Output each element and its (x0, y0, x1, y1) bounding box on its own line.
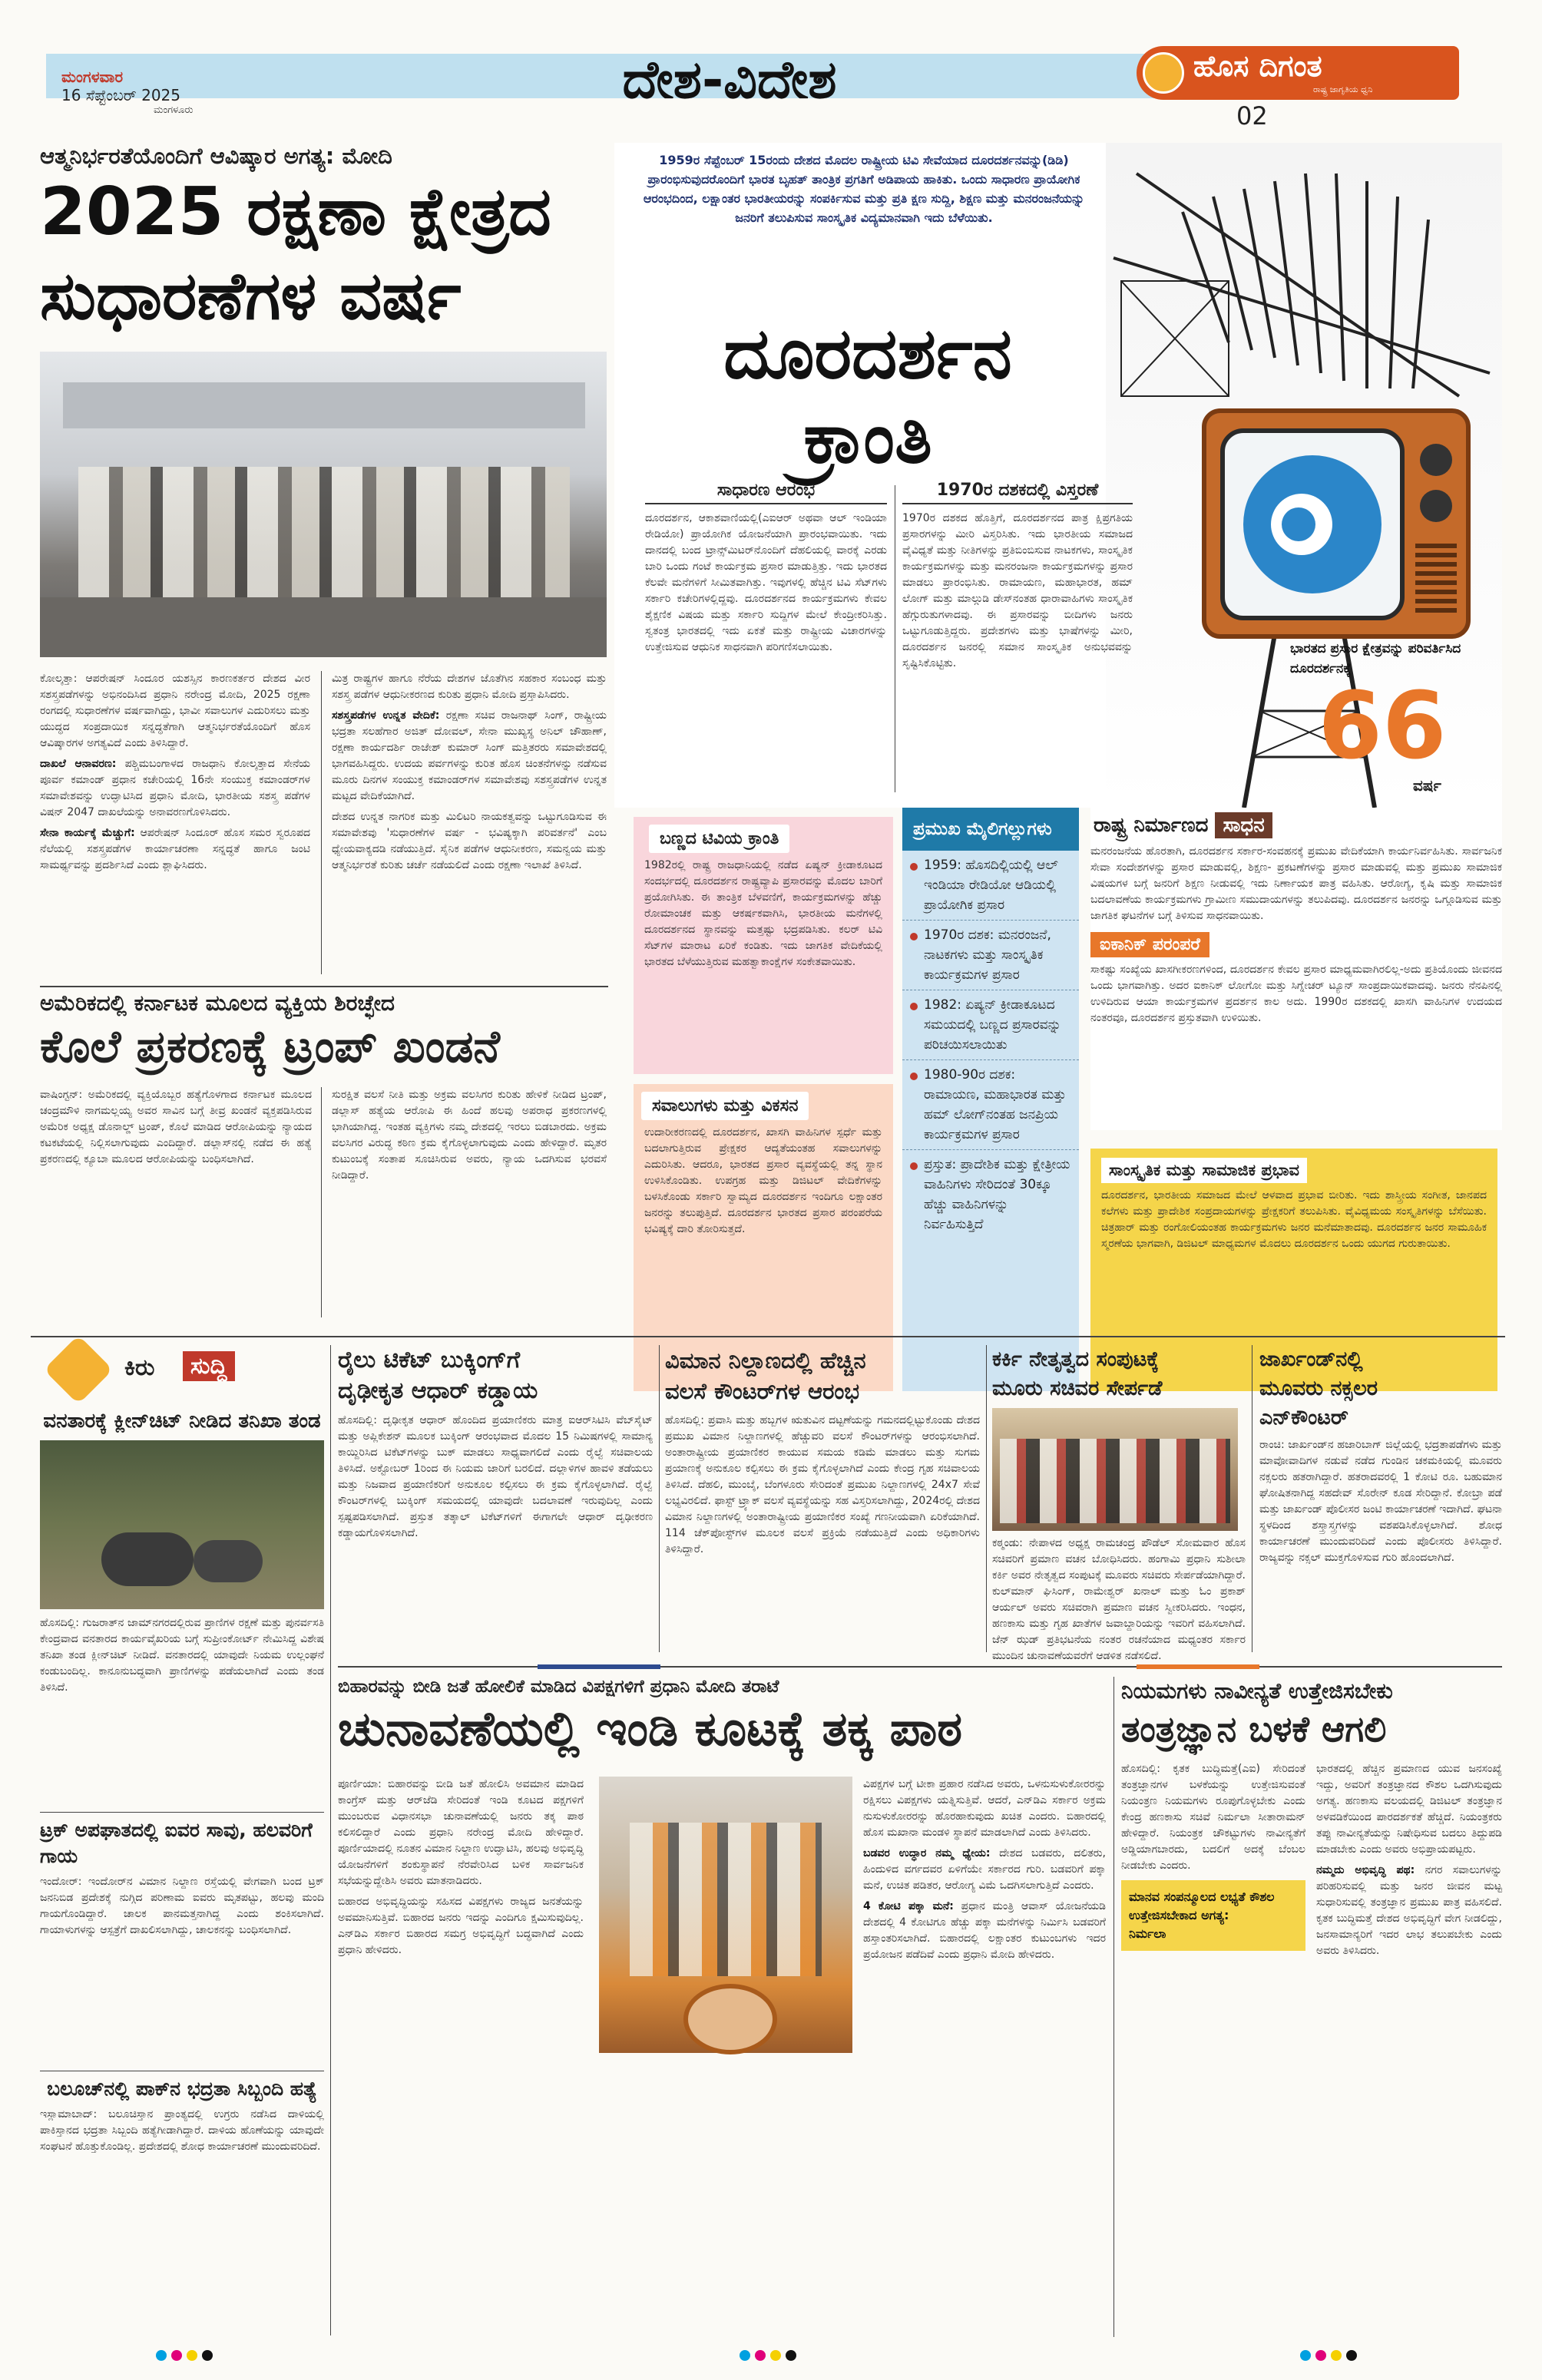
trump-kicker: ಅಮೆರಿಕದಲ್ಲಿ ಕರ್ನಾಟಕ ಮೂಲದ ವ್ಯಕ್ತಿಯ ಶಿರಚ್ಛೇದ (40, 990, 395, 1016)
dd-title-line1: ದೂರದರ್ಶನ (723, 312, 1012, 395)
election-sub-1: ಬಡವರ ಉದ್ಧಾರ ನಮ್ಮ ಧ್ಯೇಯ: (863, 1847, 991, 1859)
milestone-item-3: 1982: ಏಷ್ಯನ್ ಕ್ರೀಡಾಕೂಟದ ಸಮಯದಲ್ಲಿ ಬಣ್ಣದ ಪ್ರಸಾರವನ್ನು ಪರಿಚಯಿಸಲಾಯಿತು (902, 990, 1079, 1060)
milestone-item-4: 1980-90ರ ದಶಕ: ರಾಮಾಯಣ, ಮಹಾಭಾರತ ಮತ್ತು ಹಮ್ ಲೋಗ್‌ನಂತಹ ಜನಪ್ರಿಯ ಕಾರ್ಯಕ್ರಮಗಳ ಪ್ರಸಾರ (902, 1060, 1079, 1150)
dd-stat-caption: ಭಾರತದ ಪ್ರಸಾರ ಕ್ಷೇತ್ರವನ್ನು ಪರಿವರ್ತಿಸಿದ ದೂರದರ್ಶನಕ್ಕೆ (1290, 641, 1461, 676)
milestone-item-2: 1970ರ ದಶಕ: ಮನರಂಜನೆ, ನಾಟಕಗಳು ಮತ್ತು ಸಾಂಸ್ಕೃತಿಕ ಕಾರ್ಯಕ್ರಮಗಳ ಪ್ರಸಾರ (902, 921, 1079, 990)
election-body-5: ಪ್ರಧಾನ ಮಂತ್ರಿ ಆವಾಸ್ ಯೋಜನೆಯಡಿ ದೇಶದಲ್ಲಿ 4 ಕೋಟಿಗೂ ಹೆಚ್ಚು ಪಕ್ಕಾ ಮನೆಗಳನ್ನು ನಿರ್ಮಿಸಿ ಬಡವರಿಗೆ ಹಸ್ತಾಂತರಿಸಲಾಗಿದೆ. ಬಿಹಾರದಲ್ಲಿ ಲಕ್ಷಾಂತರ ಕುಟುಂಬಗಳು ಇದರ ಪ್ರಯೋಜನ ಪಡೆದಿವೆ ಎಂದು ಪ್ರಧಾನಿ ಮೋದಿ ಹೇಳಿದರು. (863, 1900, 1107, 1961)
challenges-body: ಉದಾರೀಕರಣದಲ್ಲಿ ದೂರದರ್ಶನ, ಖಾಸಗಿ ವಾಹಿನಿಗಳ ಸ್ಪರ್ಧೆ ಮತ್ತು ಬದಲಾಗುತ್ತಿರುವ ಪ್ರೇಕ್ಷಕರ ಆದ್ಯತೆಯಂತಹ ಸವಾಲುಗಳನ್ನು ಎದುರಿಸಿತು. ಆದರೂ, ಭಾರತದ ಪ್ರಸಾರ ವ್ಯವಸ್ಥೆಯಲ್ಲಿ ತನ್ನ ಸ್ಥಾನ ಉಳಿಸಿಕೊಂಡಿತು. ಉಪಗ್ರಹ ಮತ್ತು ಡಿಜಿಟಲ್ ವೇದಿಕೆಗಳನ್ನು ಬಳಸಿಕೊಂಡು ಸರ್ಕಾರಿ ಸ್ವಾಮ್ಯದ ದೂರದರ್ಶನ ಇಂದಿಗೂ ಲಕ್ಷಾಂತರ ಜನರನ್ನು ತಲುಪುತ್ತಿದೆ. ದೂರದರ್ಶನ ಭಾರತದ ಪ್ರಸಾರ ಪರಂಪರೆಯ ಭವಿಷ್ಯಕ್ಕೆ ದಾರಿ ತೋರಿಸುತ್ತದೆ. (644, 1126, 882, 1235)
milestones-box (902, 808, 1079, 1391)
tech-story (1121, 1677, 1502, 2337)
tv-screen (1220, 428, 1405, 620)
lead-headline-line2: ಸುಧಾರಣೆಗಳ ವರ್ಷ (40, 258, 462, 335)
dd-logo-icon (1225, 433, 1400, 616)
tech-body-2: ಭಾರತದಲ್ಲಿ ಹೆಚ್ಚಿನ ಪ್ರಮಾಣದ ಯುವ ಜನಸಂಖ್ಯೆ ಇದ್ದು, ಅವರಿಗೆ ತಂತ್ರಜ್ಞಾನದ ಕೌಶಲ ಒದಗಿಸುವುದು ಅಗತ್ಯ. ಹಣಕಾಸು ವಲಯದಲ್ಲಿ ಡಿಜಿಟಲ್ ತಂತ್ರಜ್ಞಾನ ಅಳವಡಿಕೆಯಿಂದ ಪಾರದರ್ಶಕತೆ ಹೆಚ್ಚಿದೆ. ನಿಯಂತ್ರಕರು ತಪ್ಪು ನಾವೀನ್ಯತೆಯನ್ನು ನಿಷೇಧಿಸುವ ಬದಲು ತಿದ್ದುಪಡಿ ಮಾಡಬೇಕು ಎಂದು ಅವರು ಅಭಿಪ್ರಾಯಪಟ್ಟರು. (1316, 1763, 1502, 1856)
election-body-4: ದೇಶದ ಬಡವರು, ದಲಿತರು, ಹಿಂದುಳಿದ ವರ್ಗದವರ ಏಳಿಗೆಯೇ ಸರ್ಕಾರದ ಗುರಿ. ಬಡವರಿಗೆ ಪಕ್ಕಾ ಮನೆ, ಉಚಿತ ಪಡಿತರ, ಆರೋಗ್ಯ ವಿಮೆ ಒದಗಿಸಲಾಗುತ್ತಿದೆ ಎಂದರು. (863, 1847, 1106, 1892)
jharkhand-body: ರಾಂಚಿ: ಜಾರ್ಖಂಡ್‌ನ ಹಜಾರಿಬಾಗ್ ಜಿಲ್ಲೆಯಲ್ಲಿ ಭದ್ರತಾಪಡೆಗಳು ಮತ್ತು ಮಾವೋವಾದಿಗಳ ನಡುವೆ ನಡೆದ ಗುಂಡಿನ ಚಕಮಕಿಯಲ್ಲಿ ಮೂವರು ನಕ್ಸಲರು ಹತರಾಗಿದ್ದಾರೆ. ಹತರಾದವರಲ್ಲಿ 1 ಕೋಟಿ ರೂ. ಬಹುಮಾನ ಘೋಷಿತನಾಗಿದ್ದ ಸಹದೇವ್ ಸೊರೇನ್ ಕೂಡ ಸೇರಿದ್ದಾನೆ. ಕೋಬ್ರಾ ಪಡೆ ಮತ್ತು ಜಾರ್ಖಂಡ್ ಪೊಲೀಸರ ಜಂಟಿ ಕಾರ್ಯಾಚರಣೆ ಇದಾಗಿದೆ. ಘಟನಾ ಸ್ಥಳದಿಂದ ಶಸ್ತ್ರಾಸ್ತ್ರಗಳನ್ನು ವಶಪಡಿಸಿಕೊಳ್ಳಲಾಗಿದೆ. ಶೋಧ ಕಾರ್ಯಾಚರಣೆ ಮುಂದುವರಿದಿದೆ ಎಂದು ಪೊಲೀಸರು ತಿಳಿಸಿದ್ದಾರೆ. ರಾಜ್ಯವನ್ನು ನಕ್ಸಲ್ ಮುಕ್ತಗೊಳಿಸುವ ಗುರಿ ಹೊಂದಲಾಗಿದೆ. (1259, 1439, 1502, 1564)
lead-column-left (40, 671, 310, 978)
airport-story (665, 1345, 980, 1652)
election-body-3: ವಿಪಕ್ಷಗಳ ಬಗ್ಗೆ ಟೀಕಾ ಪ್ರಹಾರ ನಡೆಸಿದ ಅವರು, ಒಳನುಸುಳುಕೋರರನ್ನು ರಕ್ಷಿಸಲು ವಿಪಕ್ಷಗಳು ಯತ್ನಿಸುತ್ತಿವೆ. ಆದರೆ, ಎನ್‌ಡಿಎ ಸರ್ಕಾರ ಅಕ್ರಮ ನುಸುಳುಕೋರರನ್ನು ಹೊರಹಾಕುವುದು ಖಚಿತ ಎಂದರು. ಬಿಹಾರದಲ್ಲಿ ಹೊಸ ಮಖಾನಾ ಮಂಡಳಿ ಸ್ಥಾಪನೆ ಮಾಡಲಾಗಿದೆ ಎಂದು ತಿಳಿಸಿದರು. (863, 1778, 1106, 1839)
airport-body: ಹೊಸದಿಲ್ಲಿ: ಪ್ರವಾಸಿ ಮತ್ತು ಹಬ್ಬಗಳ ಋತುವಿನ ದಟ್ಟಣೆಯನ್ನು ಗಮನದಲ್ಲಿಟ್ಟುಕೊಂಡು ದೇಶದ ಪ್ರಮುಖ ವಿಮಾನ ನಿಲ್ದಾಣಗಳಲ್ಲಿ ಹೆಚ್ಚುವರಿ ವಲಸೆ ಕೌಂಟರ್‌ಗಳನ್ನು ಆರಂಭಿಸಲಾಗಿದೆ. ಅಂತಾರಾಷ್ಟ್ರೀಯ ಪ್ರಯಾಣಿಕರ ಕಾಯುವ ಸಮಯ ಕಡಿಮೆ ಮಾಡಲು ಮತ್ತು ಸುಗಮ ಪ್ರಯಾಣಕ್ಕೆ ಅನುಕೂಲ ಕಲ್ಪಿಸಲು ಈ ಕ್ರಮ ಕೈಗೊಳ್ಳಲಾಗಿದೆ ಎಂದು ಕೇಂದ್ರ ಗೃಹ ಸಚಿವಾಲಯ ತಿಳಿಸಿದೆ. ದೆಹಲಿ, ಮುಂಬೈ, ಬೆಂಗಳೂರು ಸೇರಿದಂತೆ ಪ್ರಮುಖ ನಿಲ್ದಾಣಗಳಲ್ಲಿ 24x7 ಸೇವೆ ಲಭ್ಯವಿರಲಿದೆ. ಫಾಸ್ಟ್ ಟ್ರ್ಯಾಕ್ ವಲಸೆ ವ್ಯವಸ್ಥೆಯನ್ನು ಸಹ ವಿಸ್ತರಿಸಲಾಗಿದ್ದು, 2024ರಲ್ಲಿ ದೇಶದ ವಿಮಾನ ನಿಲ್ದಾಣಗಳಲ್ಲಿ ಅಂತಾರಾಷ್ಟ್ರೀಯ ಪ್ರಯಾಣಿಕರ ಸಂಖ್ಯೆ ಗಣನೀಯವಾಗಿ ಏರಿಕೆಯಾಗಿದೆ. 114 ಚೆಕ್‌ಪೋಸ್ಟ್‌ಗಳ ಮೂಲಕ ವಲಸೆ ಪ್ರಕ್ರಿಯೆ ನಡೆಯುತ್ತಿದೆ ಎಂದು ಅಧಿಕಾರಿಗಳು ತಿಳಿಸಿದ್ದಾರೆ. (665, 1414, 980, 1555)
kiru-s2-title: ಟ್ರಕ್ ಅಪಘಾತದಲ್ಲಿ ಐವರ ಸಾವು, ಹಲವರಿಗೆ ಗಾಯ (40, 1819, 313, 1867)
modi-rally-photo (599, 1777, 852, 2053)
color-tv-box (634, 817, 893, 1074)
airport-title-1: ವಿಮಾನ ನಿಲ್ದಾಣದಲ್ಲಿ ಹೆಚ್ಚಿನ (665, 1347, 866, 1373)
election-story (338, 1677, 1106, 2337)
rail-title-2: ದೃಢೀಕೃತ ಆಧಾರ್ ಕಡ್ಡಾಯ (338, 1377, 538, 1404)
lead-body-1: ಕೋಲ್ಕತ್ತಾ: ಆಪರೇಷನ್ ಸಿಂದೂರ ಯಶಸ್ಸಿನ ಕಾರಣಕರ್ತರ ದೇಶದ ವೀರ ಸಶಸ್ತ್ರಪಡೆಗಳನ್ನು ಅಭಿನಂದಿಸಿದ ಪ್ರಧಾನಿ ನರೇಂದ್ರ ಮೋದಿ, 2025 ರಕ್ಷಣಾ ರಂಗದಲ್ಲಿ ಸುಧಾರಣೆಗಳ ವರ್ಷವಾಗಿದ್ದು, ಭಾವೀ ಸವಾಲುಗಳ ಎದುರಿಸಲು ಮತ್ತು ಯುದ್ಧದ ಸಂಪ್ರದಾಯಿಕ ಸನ್ನದ್ಧತೆಗಾಗಿ ಆತ್ಮನಿರ್ಭರತೆಯೊಂದಿಗೆ ಹೊಸ ಆವಿಷ್ಕಾರಗಳ ಅಗತ್ಯವಿದೆ ಎಂದು ತಿಳಿಸಿದ್ದಾರೆ. (40, 673, 310, 749)
lead-sub-1: ದಾಖಲೆ ಆನಾವರಣ: (40, 758, 117, 770)
dd-stat-unit: ವರ್ಷ (1413, 776, 1441, 795)
jharkhand-story (1259, 1345, 1502, 1652)
kiru-s3-title: ಬಲೂಚ್‌ನಲ್ಲಿ ಪಾಕ್‌ನ ಭದ್ರತಾ ಸಿಬ್ಬಂದಿ ಹತ್ಯೆ (47, 2078, 317, 2100)
tech-highlight-box (1121, 1880, 1305, 1951)
tv-speaker (1415, 544, 1457, 613)
logo-text: ಹೊಸ ದಿಗಂತ (1193, 49, 1322, 83)
color-tv-body: 1982ರಲ್ಲಿ ರಾಷ್ಟ್ರ ರಾಜಧಾನಿಯಲ್ಲಿ ನಡೆದ ಏಷ್ಯನ್ ಕ್ರೀಡಾಕೂಟದ ಸಂದರ್ಭದಲ್ಲಿ ದೂರದರ್ಶನ ರಾಷ್ಟ್ರವ್ಯಾಪಿ ಪ್ರಸಾರವನ್ನು ಮೊದಲ ಬಾರಿಗೆ ಪ್ರಯೋಗಿಸಿತು. ಈ ತಾಂತ್ರಿಕ ಬೆಳವಣಿಗೆ, ಕಾರ್ಯಕ್ರಮಗಳನ್ನು ಹೆಚ್ಚು ರೋಮಾಂಚಕ ಮತ್ತು ಆಕರ್ಷಕವಾಗಿಸಿ, ಭಾರತೀಯ ಮನೆಗಳಲ್ಲಿ ದೂರದರ್ಶನದ ಸ್ಥಾನವನ್ನು ಮತ್ತಷ್ಟು ಭದ್ರಪಡಿಸಿತು. ಕಲರ್ ಟಿವಿ ಸೆಟ್‌ಗಳ ಮಾರಾಟ ಏರಿಕೆ ಕಂಡಿತು. ಇದು ಜಾಗತಿಕ ವೇದಿಕೆಯಲ್ಲಿ ಭಾರತದ ಬೆಳೆಯುತ್ತಿರುವ ಮಹತ್ವಾಕಾಂಕ್ಷೆಗಳ ಸಂಕೇತವಾಯಿತು. (644, 859, 882, 968)
trump-story (40, 990, 607, 1328)
logo-emblem-icon (1143, 52, 1184, 94)
tv-set-illustration (1202, 408, 1471, 639)
logo-tagline: ರಾಷ್ಟ್ರ ಜಾಗೃತಿಯ ಧ್ವನಿ (1313, 84, 1373, 94)
section-title: ದೇಶ-ವಿದೇಶ (622, 50, 837, 111)
nation-title-a: ರಾಷ್ಟ್ರ ನಿರ್ಮಾಣದ (1094, 814, 1209, 837)
election-col-1 (338, 1777, 584, 2329)
nation-title-b: ಸಾಧನ (1215, 812, 1272, 838)
tech-col-1 (1121, 1761, 1305, 2329)
lead-body-6: ದೇಶದ ಉನ್ನತ ನಾಗರಿಕ ಮತ್ತು ಮಿಲಿಟರಿ ನಾಯಕತ್ವವನ್ನು ಒಟ್ಟುಗೂಡಿಸುವ ಈ ಸಮಾವೇಶವು 'ಸುಧಾರಣೆಗಳ ವರ್ಷ - ಭವಿಷ್ಯಕ್ಕಾಗಿ ಪರಿವರ್ತನೆ' ಎಂಬ ಧ್ಯೇಯವಾಕ್ಯದಡಿ ನಡೆಯುತ್ತಿದೆ. ಸೈನಿಕ ಪಡೆಗಳ ಆಧುನೀಕರಣ, ಸಮನ್ವಯ ಮತ್ತು ಆತ್ಮನಿರ್ಭರತೆ ಕುರಿತು ಚರ್ಚೆ ನಡೆಯಲಿದೆ ಎಂದು ರಕ್ಷಣಾ ಇಲಾಖೆ ತಿಳಿಸಿದೆ. (332, 811, 607, 871)
lead-kicker: ಆತ್ಮನಿರ್ಭರತೆಯೊಂದಿಗೆ ಆವಿಷ್ಕಾರ ಅಗತ್ಯ: ಮೋದಿ (40, 143, 392, 169)
tech-highlight-a: ಮಾನವ ಸಂಪನ್ಮೂಲದ ಲಭ್ಯತೆ ಕೌಶಲ (1129, 1889, 1275, 1904)
election-sub-2: 4 ಕೋಟಿ ಪಕ್ಕಾ ಮನೆ: (863, 1900, 954, 1912)
kiru-label-b: ಸುದ್ದಿ (183, 1351, 235, 1381)
nepal-body: ಕಠ್ಮಂಡು: ನೇಪಾಳದ ಅಧ್ಯಕ್ಷ ರಾಮಚಂದ್ರ ಪೌಡೆಲ್ ಸೋಮವಾರ ಹೊಸ ಸಚಿವರಿಗೆ ಪ್ರಮಾಣ ವಚನ ಬೋಧಿಸಿದರು. ಹಂಗಾಮಿ ಪ್ರಧಾನಿ ಸುಶೀಲಾ ಕರ್ಕಿ ಅವರ ನೇತೃತ್ವದ ಸಂಪುಟಕ್ಕೆ ಮೂವರು ಸಚಿವರು ಸೇರ್ಪಡೆಯಾಗಿದ್ದಾರೆ. ಕುಲ್‌ಮಾನ್ ಘಿಸಿಂಗ್, ರಾಮೇಶ್ವರ್ ಖನಾಲ್ ಮತ್ತು ಓಂ ಪ್ರಕಾಶ್ ಆರ್ಯಲ್ ಅವರು ಸಚಿವರಾಗಿ ಪ್ರಮಾಣ ವಚನ ಸ್ವೀಕರಿಸಿದರು. ಇಂಧನ, ಹಣಕಾಸು ಮತ್ತು ಗೃಹ ಖಾತೆಗಳ ಜವಾಬ್ದಾರಿಯನ್ನು ಇವರಿಗೆ ವಹಿಸಲಾಗಿದೆ. ಜೆನ್ ಝಡ್ ಪ್ರತಿಭಟನೆಯ ನಂತರ ರಚನೆಯಾದ ಮಧ್ಯಂತರ ಸರ್ಕಾರ ಮುಂದಿನ ಚುನಾವಣೆಯವರೆಗೆ ಆಡಳಿತ ನಡೆಸಲಿದೆ. (992, 1537, 1246, 1662)
day-label: ಮಂಗಳವಾರ (61, 68, 124, 86)
election-col-3 (863, 1777, 1106, 2329)
cultural-body: ದೂರದರ್ಶನ, ಭಾರತೀಯ ಸಮಾಜದ ಮೇಲೆ ಆಳವಾದ ಪ್ರಭಾವ ಬೀರಿತು. ಇದು ಶಾಸ್ತ್ರೀಯ ಸಂಗೀತ, ಜಾನಪದ ಕಲೆಗಳು ಮತ್ತು ಪ್ರಾದೇಶಿಕ ಸಂಪ್ರದಾಯಗಳನ್ನು ಪ್ರೇಕ್ಷಕರಿಗೆ ತಲುಪಿಸಿತು. ವೈವಿಧ್ಯಮಯ ಸಂಸ್ಕೃತಿಗಳನ್ನು ಬೆಸೆಯಿತು. ಚಿತ್ರಹಾರ್ ಮತ್ತು ರಂಗೋಲಿಯಂತಹ ಕಾರ್ಯಕ್ರಮಗಳು ಜನರ ಮನೆಮಾತಾದವು. ದೂರದರ್ಶನ ಜನರ ಸಾಮೂಹಿಕ ಸ್ಮರಣೆಯ ಭಾಗವಾಗಿ, ಡಿಜಿಟಲ್ ಮಾಧ್ಯಮಗಳ ಮೊದಲು ದೂರದರ್ಶನ ಒಂದು ಯುಗದ ಗುರುತಾಯಿತು. (1101, 1189, 1487, 1250)
dd-s1-body: ದೂರದರ್ಶನ, ಆಕಾಶವಾಣಿಯಲ್ಲಿ(ಎಐಆರ್ ಅಥವಾ ಆಲ್ ಇಂಡಿಯಾ ರೇಡಿಯೋ) ಪ್ರಾಯೋಗಿಕ ಯೋಜನೆಯಾಗಿ ಪ್ರಾರಂಭವಾಯಿತು. ಇದು ದಾನದಲ್ಲಿ ಬಂದ ಟ್ರಾನ್ಸ್‌ಮಿಟರ್‌ನೊಂದಿಗೆ ದೆಹಲಿಯಲ್ಲಿ ವಾರಕ್ಕೆ ಎರಡು ಬಾರಿ ಒಂದು ಗಂಟೆ ಕಾರ್ಯಕ್ರಮ ಪ್ರಸಾರ ಮಾಡುತ್ತಿತ್ತು. ಇದು ಭಾರತದ ಕೆಲವೇ ಮನೆಗಳಿಗೆ ಸೀಮಿತವಾಗಿತ್ತು. ಇವುಗಳಲ್ಲಿ ಹೆಚ್ಚಿನ ಟಿವಿ ಸೆಟ್‌ಗಳು ಸರ್ಕಾರಿ ಕಚೇರಿಗಳಲ್ಲಿದ್ದವು. ದೂರದರ್ಶನದ ಕಾರ್ಯಕ್ರಮಗಳು ಕೇವಲ ಶೈಕ್ಷಣಿಕ ವಿಷಯ ಮತ್ತು ಸರ್ಕಾರಿ ಸುದ್ದಿಗಳ ಮೇಲೆ ಕೇಂದ್ರೀಕರಿಸಿತ್ತು. ಸ್ವತಂತ್ರ ಭಾರತದಲ್ಲಿ ಇದು ಏಕತೆ ಮತ್ತು ರಾಷ್ಟ್ರೀಯ ವಿಚಾರಗಳನ್ನು ಉತ್ತೇಜಿಸುವ ಆಧುನಿಕ ಸಾಧನವಾಗಿ ಪರಿಗಣಿಸಲಾಯಿತು. (645, 512, 887, 653)
jharkhand-title-2: ಮೂವರು ನಕ್ಸಲರ (1259, 1377, 1378, 1400)
election-headline: ಚುನಾವಣೆಯಲ್ಲಿ ಇಂಡಿ ಕೂಟಕ್ಕೆ ತಕ್ಕ ಪಾಠ (338, 1701, 963, 1757)
kiru-label-a: ಕಿರು (124, 1354, 155, 1381)
jharkhand-title-1: ಜಾರ್ಖಂಡ್‌ನಲ್ಲಿ (1259, 1347, 1363, 1371)
elephant-photo (40, 1440, 324, 1609)
milestones-title: ಪ್ರಮುಖ ಮೈಲಿಗಲ್ಲುಗಳು (902, 808, 1079, 851)
lead-sub-2: ಸೇನಾ ಕಾರ್ಯಕ್ಕೆ ಮೆಚ್ಚುಗೆ: (40, 827, 135, 839)
logo (1137, 46, 1459, 100)
lead-headline-line1: 2025 ರಕ್ಷಣಾ ಕ್ಷೇತ್ರದ (40, 174, 551, 250)
tech-highlight-b: ಉತ್ತೇಜಿಸಬೇಕಾದ ಅಗತ್ಯ: (1129, 1908, 1229, 1922)
tech-body-1: ಹೊಸದಿಲ್ಲಿ: ಕೃತಕ ಬುದ್ಧಿಮತ್ತೆ(ಎಐ) ಸೇರಿದಂತೆ ತಂತ್ರಜ್ಞಾನಗಳ ಬಳಕೆಯನ್ನು ಉತ್ತೇಜಿಸುವಂತೆ ನಿಯಂತ್ರಣ ನಿಯಮಗಳು ರೂಪುಗೊಳ್ಳಬೇಕು ಎಂದು ಕೇಂದ್ರ ಹಣಕಾಸು ಸಚಿವೆ ನಿರ್ಮಲಾ ಸೀತಾರಾಮನ್ ಹೇಳಿದ್ದಾರೆ. ನಿಯಂತ್ರಕ ಚೌಕಟ್ಟುಗಳು ನಾವೀನ್ಯತೆಗೆ ಅಡ್ಡಿಯಾಗಬಾರದು, ಬದಲಿಗೆ ಅದಕ್ಕೆ ಬೆಂಬಲ ನೀಡಬೇಕು ಎಂದರು. (1121, 1763, 1305, 1872)
dd-s2-title: 1970ರ ದಶಕದಲ್ಲಿ ವಿಸ್ತರಣೆ (902, 481, 1133, 504)
tech-col-2 (1316, 1761, 1502, 2329)
page-number: 02 (1236, 101, 1268, 131)
lead-body-2: ಪಶ್ಚಿಮಬಂಗಾಳದ ರಾಜಧಾನಿ ಕೋಲ್ಕತ್ತಾದ ಸೇನೆಯ ಪೂರ್ವ ಕಮಾಂಡ್ ಪ್ರಧಾನ ಕಚೇರಿಯಲ್ಲಿ 16ನೇ ಸಂಯುಕ್ತ ಕಮಾಂಡರ್‌ಗಳ ಸಮಾವೇಶವನ್ನು ಉದ್ಘಾಟಿಸಿದ ಪ್ರಧಾನಿ ಮೋದಿ, ಭಾರತೀಯ ಸಶಸ್ತ್ರ ಪಡೆಗಳ ವಿಷನ್ 2047 ದಾಖಲೆಯನ್ನು ಅನಾವರಣಗೊಳಿಸಿದರು. (40, 758, 310, 818)
nepal-photo (992, 1408, 1238, 1531)
lead-column-right (332, 671, 607, 978)
color-tv-title: ಬಣ್ಣದ ಟಿವಿಯ ಕ್ರಾಂತಿ (649, 825, 789, 853)
dd-feature (614, 143, 1502, 1402)
tv-knob-2 (1420, 490, 1452, 522)
nation-title (1090, 808, 1502, 844)
kiru-s2-body: ಇಂದೋರ್: ಇಂದೋರ್‌ನ ವಿಮಾನ ನಿಲ್ದಾಣ ರಸ್ತೆಯಲ್ಲಿ ವೇಗವಾಗಿ ಬಂದ ಟ್ರಕ್ ಜನನಿಬಿಡ ಪ್ರದೇಶಕ್ಕೆ ನುಗ್ಗಿದ ಪರಿಣಾಮ ಐವರು ಮೃತಪಟ್ಟು, ಹಲವು ಮಂದಿ ಗಾಯಗೊಂಡಿದ್ದಾರೆ. ಚಾಲಕ ಪಾನಮತ್ತನಾಗಿದ್ದ ಎಂದು ಶಂಕಿಸಲಾಗಿದೆ. ಗಾಯಾಳುಗಳನ್ನು ಆಸ್ಪತ್ರೆಗೆ ದಾಖಲಿಸಲಾಗಿದ್ದು, ಚಾಲಕನನ್ನು ಬಂಧಿಸಲಾಗಿದೆ. (40, 1876, 324, 1936)
kiru-suddi (40, 1345, 324, 2335)
trump-col-1: ವಾಷಿಂಗ್ಟನ್: ಅಮೆರಿಕದಲ್ಲಿ ವ್ಯಕ್ತಿಯೊಬ್ಬರ ಹತ್ಯೆಗೊಳಗಾದ ಕರ್ನಾಟಕ ಮೂಲದ ಚಂದ್ರಮೌಳಿ ನಾಗಮಲ್ಲಯ್ಯ ಅವರ ಸಾವಿನ ಬಗ್ಗೆ ತೀವ್ರ ಖಂಡನೆ ವ್ಯಕ್ತಪಡಿಸಿರುವ ಅಮೆರಿಕ ಅಧ್ಯಕ್ಷ ಡೊನಾಲ್ಡ್ ಟ್ರಂಪ್, ಕೊಲೆ ಮಾಡಿದ ಆರೋಪಿಯನ್ನು ನ್ಯಾಯದ ಕಟಕಟೆಯಲ್ಲಿ ನಿಲ್ಲಿಸಲಾಗುವುದು ಎಂದಿದ್ದಾರೆ. ಡಲ್ಲಾಸ್‌ನಲ್ಲಿ ನಡೆದ ಈ ಹತ್ಯೆ ಪ್ರಕರಣದಲ್ಲಿ ಕ್ಯೂಬಾ ಮೂಲದ ಆರೋಪಿಯನ್ನು ಬಂಧಿಸಲಾಗಿದೆ. (40, 1089, 312, 1165)
cultural-title: ಸಾಂಸ್ಕೃತಿಕ ಮತ್ತು ಸಾಮಾಜಿಕ ಪ್ರಭಾವ (1101, 1158, 1307, 1183)
airport-title-2: ವಲಸೆ ಕೌಂಟರ್‌ಗಳ ಆರಂಭ (665, 1378, 860, 1404)
nation-body: ಮನರಂಜನೆಯ ಹೊರತಾಗಿ, ದೂರದರ್ಶನ ಸರ್ಕಾರ-ಸಂವಹನಕ್ಕೆ ಪ್ರಮುಖ ವೇದಿಕೆಯಾಗಿ ಕಾರ್ಯನಿರ್ವಹಿಸಿತು. ಸಾರ್ವಜನಿಕ ಸೇವಾ ಸಂದೇಶಗಳನ್ನು ಪ್ರಸಾರ ಮಾಡುವಲ್ಲಿ, ಶಿಕ್ಷಣ- ಪ್ರಕಟಣೆಗಳನ್ನು ಪ್ರಸಾರ ಮಾಡುವಲ್ಲಿ ಮತ್ತು ಪ್ರಮುಖ ಸಾಮಾಜಿಕ ವಿಷಯಗಳ ಬಗ್ಗೆ ಜನರಿಗೆ ಶಿಕ್ಷಣ ನೀಡುವಲ್ಲಿ ಇದು ನಿರ್ಣಾಯಕ ಪಾತ್ರ ವಹಿಸಿತು. ಆರೋಗ್ಯ, ಕೃಷಿ ಮತ್ತು ಸಾಮಾಜಿಕ ಬದಲಾವಣೆಯ ಕಾರ್ಯಕ್ರಮಗಳು ಗ್ರಾಮೀಣ ಸಮುದಾಯಗಳನ್ನು ತಲುಪಿದವು. ದೂರದರ್ಶನ ಜನರನ್ನು ಒಗ್ಗೂಡಿಸುವ ಮತ್ತು ಜಾಗತಿಕ ಘಟನೆಗಳ ಬಗ್ಗೆ ತಿಳಿಸುವ ಸಾಧನವಾಯಿತು. (1090, 845, 1502, 922)
rail-title-1: ರೈಲು ಟಿಕೆಟ್ ಬುಕ್ಕಿಂಗ್‌ಗೆ (338, 1347, 521, 1373)
dd-stat-value: 66 (1318, 673, 1447, 780)
dd-intro: 1959ರ ಸೆಪ್ಟೆಂಬರ್ 15ರಂದು ದೇಶದ ಮೊದಲ ರಾಷ್ಟ್ರೀಯ ಟಿವಿ ಸೇವೆಯಾದ ದೂರದರ್ಶನವನ್ನು(ಡಿಡಿ) ಪ್ರಾರಂಭಿಸುವುದರೊಂದಿಗೆ ಭಾರತ ಬೃಹತ್ ತಾಂತ್ರಿಕ ಪ್ರಗತಿಗೆ ಅಡಿಪಾಯ ಹಾಕಿತು. ಒಂದು ಸಾಧಾರಣ ಪ್ರಾಯೋಗಿಕ ಆರಂಭದಿಂದ, ಲಕ್ಷಾಂತರ ಭಾರತೀಯರನ್ನು ಸಂಪರ್ಕಿಸುವ ಮತ್ತು ಪ್ರತಿ ಕ್ಷಣ ಸುದ್ದಿ, ಶಿಕ್ಷಣ ಮತ್ತು ಮನರಂಜನೆಯನ್ನು ಜನರಿಗೆ ತಲುಪಿಸುವ ಸಾಂಸ್ಕೃತಿಕ ವಿದ್ಯಮಾನವಾಗಿ ಇದು ಬೆಳೆಯಿತು. (643, 153, 1085, 225)
registration-marks-right (1298, 2349, 1390, 2365)
election-body-2: ಬಿಹಾರದ ಅಭಿವೃದ್ಧಿಯನ್ನು ಸಹಿಸದ ವಿಪಕ್ಷಗಳು ರಾಜ್ಯದ ಜನತೆಯನ್ನು ಅವಮಾನಿಸುತ್ತಿವೆ. ಬಿಹಾರದ ಜನರು ಇದನ್ನು ಎಂದಿಗೂ ಕ್ಷಮಿಸುವುದಿಲ್ಲ. ಎನ್‌ಡಿಎ ಸರ್ಕಾರ ಬಿಹಾರದ ಸಮಗ್ರ ಅಭಿವೃದ್ಧಿಗೆ ಬದ್ಧವಾಗಿದೆ ಎಂದು ಪ್ರಧಾನಿ ಹೇಳಿದರು. (338, 1896, 584, 1956)
kiru-s1-body: ಹೊಸದಿಲ್ಲಿ: ಗುಜರಾತ್‌ನ ಜಾಮ್‌ನಗರದಲ್ಲಿರುವ ಪ್ರಾಣಿಗಳ ರಕ್ಷಣೆ ಮತ್ತು ಪುನರ್ವಸತಿ ಕೇಂದ್ರವಾದ ವನತಾರದ ಕಾರ್ಯವೈಖರಿಯ ಬಗ್ಗೆ ಸುಪ್ರೀಂಕೋರ್ಟ್ ನೇಮಿಸಿದ್ದ ವಿಶೇಷ ತನಿಖಾ ತಂಡ ಕ್ಲೀನ್‌ಚಿಟ್ ನೀಡಿದೆ. ವನತಾರದಲ್ಲಿ ಯಾವುದೇ ನಿಯಮ ಉಲ್ಲಂಘನೆ ಕಂಡುಬಂದಿಲ್ಲ. ಕಾನೂನುಬದ್ಧವಾಗಿ ಪ್ರಾಣಿಗಳನ್ನು ಪಡೆಯಲಾಗಿದೆ ಎಂದು ತಂಡ ತಿಳಿಸಿದೆ. (40, 1617, 324, 1694)
dd-s2-body: 1970ರ ದಶಕದ ಹೊತ್ತಿಗೆ, ದೂರದರ್ಶನದ ಪಾತ್ರ ಕ್ಷಿಪ್ರಗತಿಯ ಪ್ರಸಾರಗಳನ್ನು ಮೀರಿ ವಿಸ್ತರಿಸಿತು. ಇದು ಭಾರತೀಯ ಸಮಾಜದ ವೈವಿಧ್ಯತೆ ಮತ್ತು ನೀತಿಗಳನ್ನು ಪ್ರತಿಬಿಂಬಿಸುವ ನಾಟಕಗಳು, ಸಾಂಸ್ಕೃತಿಕ ಕಾರ್ಯಕ್ರಮಗಳನ್ನು ಮತ್ತು ಮನರಂಜನಾ ಕಾರ್ಯಕ್ರಮಗಳನ್ನು ಪ್ರಸಾರ ಮಾಡಲು ಪ್ರಾರಂಭಿಸಿತು. ರಾಮಾಯಣ, ಮಹಾಭಾರತ, ಹಮ್ ಲೋಗ್ ಮತ್ತು ಮಾಲ್ಗುಡಿ ಡೇಸ್‌ನಂತಹ ಧಾರಾವಾಹಿಗಳು ಸಾಂಸ್ಕೃತಿಕ ಹೆಗ್ಗುರುತುಗಳಾದವು. ಈ ಪ್ರಸಾರವನ್ನು ಬೀದಿಗಳು ಜನರು ಒಟ್ಟುಗೂಡುತ್ತಿದ್ದರು. ಪ್ರದೇಶಗಳು ಮತ್ತು ಭಾಷೆಗಳನ್ನು ಮೀರಿ, ದೂರದರ್ಶನ ಜನರಲ್ಲಿ ಸಮಾನ ಸಾಂಸ್ಕೃತಿಕ ಅನುಭವವನ್ನು ಸೃಷ್ಟಿಸಿಕೊಟ್ಟಿತು. (902, 512, 1133, 669)
date-block (61, 68, 261, 129)
kiru-header (40, 1345, 324, 1399)
kiru-s3-body: ಇಸ್ಲಾಮಾಬಾದ್: ಬಲೂಚಿಸ್ತಾನ ಪ್ರಾಂತ್ಯದಲ್ಲಿ ಉಗ್ರರು ನಡೆಸಿದ ದಾಳಿಯಲ್ಲಿ ಪಾಕಿಸ್ತಾನದ ಭದ್ರತಾ ಸಿಬ್ಬಂದಿ ಹತ್ಯೆಗೀಡಾಗಿದ್ದಾರೆ. ದಾಳಿಯ ಹೊಣೆಯನ್ನು ಯಾವುದೇ ಸಂಘಟನೆ ಹೊತ್ತುಕೊಂಡಿಲ್ಲ. ಪ್ರದೇಶದಲ್ಲಿ ಶೋಧ ಕಾರ್ಯಾಚರಣೆ ಮುಂದುವರಿದಿದೆ. (40, 2108, 324, 2153)
tech-body-3: ನಗರ ಸವಾಲುಗಳನ್ನು ಪರಿಹರಿಸುವಲ್ಲಿ ಮತ್ತು ಜನರ ಜೀವನ ಮಟ್ಟ ಸುಧಾರಿಸುವಲ್ಲಿ ತಂತ್ರಜ್ಞಾನ ಪ್ರಮುಖ ಪಾತ್ರ ವಹಿಸಲಿದೆ. ಕೃತಕ ಬುದ್ಧಿಮತ್ತೆ ದೇಶದ ಅಭಿವೃದ್ಧಿಗೆ ವೇಗ ನೀಡಲಿದ್ದು, ಜನಸಾಮಾನ್ಯರಿಗೆ ಇದರ ಲಾಭ ತಲುಪಬೇಕು ಎಂದು ಅವರು ತಿಳಿಸಿದರು. (1316, 1864, 1502, 1957)
trump-col-2: ಸುರಕ್ಷಿತ ವಲಸೆ ನೀತಿ ಮತ್ತು ಅಕ್ರಮ ವಲಸಿಗರ ಕುರಿತು ಹೇಳಿಕೆ ನೀಡಿದ ಟ್ರಂಪ್, ಡಲ್ಲಾಸ್ ಹತ್ಯೆಯ ಆರೋಪಿ ಈ ಹಿಂದೆ ಹಲವು ಅಪರಾಧ ಪ್ರಕರಣಗಳಲ್ಲಿ ಭಾಗಿಯಾಗಿದ್ದ. ಇಂತಹ ವ್ಯಕ್ತಿಗಳು ನಮ್ಮ ದೇಶದಲ್ಲಿ ಇರಲು ಬಿಡಬಾರದು. ಅಕ್ರಮ ವಲಸಿಗರ ವಿರುದ್ಧ ಕಠಿಣ ಕ್ರಮ ಕೈಗೊಳ್ಳಲಾಗುವುದು ಎಂದು ಹೇಳಿದ್ದಾರೆ. ಮೃತರ ಕುಟುಂಬಕ್ಕೆ ಸಂತಾಪ ಸೂಚಿಸಿರುವ ಅವರು, ನ್ಯಾಯ ಒದಗಿಸುವ ಭರವಸೆ ನೀಡಿದ್ದಾರೆ. (332, 1089, 607, 1182)
tech-title-2: ತಂತ್ರಜ್ಞಾನ ಬಳಕೆ ಆಗಲಿ (1121, 1708, 1387, 1750)
nepal-title-2: ಮೂರು ಸಚಿವರ ಸೇರ್ಪಡೆ (992, 1377, 1163, 1400)
lead-body-3: ಆಪರೇಷನ್ ಸಿಂದೂರ್ ಹೊಸ ಸಮರ ಸ್ವರೂಪದ ನೆಲೆಯಲ್ಲಿ ಸಶಸ್ತ್ರಪಡೆಗಳ ಕಾರ್ಯಾಚರಣಾ ಸನ್ನದ್ಧತೆ ಹಾಗೂ ಜಂಟಿ ಸಾಮರ್ಥ್ಯವನ್ನು ಪ್ರದರ್ಶಿಸಿದೆ ಎಂದು ಶ್ಲಾಘಿಸಿದರು. (40, 827, 311, 871)
tv-knob-1 (1420, 444, 1452, 476)
pointing-hand-icon (44, 1335, 114, 1405)
rail-body: ಹೊಸದಿಲ್ಲಿ: ದೃಢೀಕೃತ ಆಧಾರ್ ಹೊಂದಿದ ಪ್ರಯಾಣಿಕರು ಮಾತ್ರ ಐಆರ್‌ಸಿಟಿಸಿ ವೆಬ್‌ಸೈಟ್ ಮತ್ತು ಅಪ್ಲಿಕೇಶನ್ ಮೂಲಕ ಬುಕ್ಕಿಂಗ್ ಆರಂಭವಾದ ಮೊದಲ 15 ನಿಮಿಷಗಳಲ್ಲಿ ಸಾಮಾನ್ಯ ಕಾಯ್ದಿರಿಸಿದ ಟಿಕೆಟ್‌ಗಳನ್ನು ಬುಕ್ ಮಾಡಲು ಸಾಧ್ಯವಾಗಲಿದೆ ಎಂದು ರೈಲ್ವೆ ಸಚಿವಾಲಯ ತಿಳಿಸಿದೆ. ಅಕ್ಟೋಬರ್ 1ರಿಂದ ಈ ನಿಯಮ ಜಾರಿಗೆ ಬರಲಿದೆ. ದಲ್ಲಾಳಿಗಳ ಹಾವಳಿ ತಡೆಯಲು ಮತ್ತು ನಿಜವಾದ ಪ್ರಯಾಣಿಕರಿಗೆ ಅನುಕೂಲ ಕಲ್ಪಿಸಲು ಈ ಕ್ರಮ ಕೈಗೊಳ್ಳಲಾಗಿದೆ. ರೈಲ್ವೆ ಕೌಂಟರ್‌ಗಳಲ್ಲಿ ಬುಕ್ಕಿಂಗ್ ಸಮಯದಲ್ಲಿ ಯಾವುದೇ ಬದಲಾವಣೆ ಇರುವುದಿಲ್ಲ ಎಂದು ಸ್ಪಷ್ಟಪಡಿಸಲಾಗಿದೆ. ಪ್ರಸ್ತುತ ತತ್ಕಾಲ್ ಟಿಕೆಟ್‌ಗಳಿಗೆ ಈಗಾಗಲೇ ಆಧಾರ್ ದೃಢೀಕರಣ ಕಡ್ಡಾಯಗೊಳಿಸಲಾಗಿದೆ. (338, 1414, 653, 1539)
election-kicker: ಬಿಹಾರವನ್ನು ಬೀಡಿ ಜತೆ ಹೋಲಿಕೆ ಮಾಡಿದ ವಿಪಕ್ಷಗಳಿಗೆ ಪ್ರಧಾನಿ ಮೋದಿ ತರಾಟೆ (338, 1677, 779, 1697)
tech-highlight-c: ನಿರ್ಮಲಾ (1129, 1926, 1166, 1941)
lead-story (40, 143, 607, 980)
registration-marks-left (154, 2349, 246, 2365)
iconic-body: ಸಾಕಷ್ಟು ಸಂಖ್ಯೆಯ ಖಾಸಗೀಕರಣಗಳಿಂದ, ದೂರದರ್ಶನ ಕೇವಲ ಪ್ರಸಾರ ಮಾಧ್ಯಮವಾಗಿರಲಿಲ್ಲ-ಅದು ಪ್ರತಿಯೊಂದು ಜೀವನದ ಒಂದು ಭಾಗವಾಗಿತ್ತು. ಅದರ ಐಕಾನಿಕ್ ಲೋಗೋ ಮತ್ತು ಸಿಗ್ನೇಚರ್ ಟ್ಯೂನ್ ಸಾಂಪ್ರದಾಯಿಕವಾದವು. ಜನರು ನೆನಪಿನಲ್ಲಿ ಉಳಿದಿರುವ ಆಯಾ ಕಾರ್ಯಕ್ರಮಗಳ ಪ್ರದರ್ಶನ ಕಾಲ ಅದು. 1990ರ ದಶಕದಲ್ಲಿ ಖಾಸಗಿ ವಾಹಿನಿಗಳ ಉದಯದ ನಂತರವೂ, ದೂರದರ್ಶನ ಪ್ರಸ್ತುತವಾಗಿ ಉಳಿಯಿತು. (1090, 964, 1502, 1024)
masthead (0, 0, 1542, 131)
tech-title-1: ನಿಯಮಗಳು ನಾವೀನ್ಯತೆ ಉತ್ತೇಜಿಸಬೇಕು (1121, 1678, 1393, 1704)
lead-photo (40, 352, 607, 657)
nepal-title-1: ಕರ್ಕಿ ನೇತೃತ್ವದ ಸಂಪುಟಕ್ಕೆ (992, 1347, 1160, 1371)
tech-sub-1: ನಮ್ಮದು ಅಭಿವೃದ್ಧಿ ಪಥ: (1316, 1864, 1415, 1876)
challenges-title: ಸವಾಲುಗಳು ಮತ್ತು ವಿಕಸನ (641, 1092, 809, 1120)
dd-section-1 (645, 481, 887, 803)
accent-bar-1 (538, 1664, 660, 1669)
registration-marks-center (737, 2349, 829, 2365)
kiru-s1-title: ವನತಾರಕ್ಕೆ ಕ್ಲೀನ್‌ಚಿಟ್ ನೀಡಿದ ತನಿಖಾ ತಂಡ (43, 1410, 321, 1433)
lead-body-4: ಮಿತ್ರ ರಾಷ್ಟ್ರಗಳ ಹಾಗೂ ನೆರೆಯ ದೇಶಗಳ ಜೊತೆಗಿನ ಸಹಕಾರ ಸಂಬಂಧ ಮತ್ತು ಸಶಸ್ತ್ರ ಪಡೆಗಳ ಆಧುನೀಕರಣದ ಕುರಿತು ಪ್ರಧಾನಿ ಮೋದಿ ಪ್ರಸ್ತಾಪಿಸಿದರು. (332, 673, 607, 701)
jharkhand-title-3: ಎನ್‌ಕೌಂಟರ್ (1259, 1406, 1348, 1430)
milestone-item-1: 1959: ಹೊಸದಿಲ್ಲಿಯಲ್ಲಿ ಆಲ್ ಇಂಡಿಯಾ ರೇಡಿಯೋ ಆಡಿಯಲ್ಲಿ ಪ್ರಾಯೋಗಿಕ ಪ್ರಸಾರ (902, 851, 1079, 921)
milestone-item-5: ಪ್ರಸ್ತುತ: ಪ್ರಾದೇಶಿಕ ಮತ್ತು ಕ್ಷೇತ್ರೀಯ ವಾಹಿನಿಗಳು ಸೇರಿದಂತೆ 30ಕ್ಕೂ ಹೆಚ್ಚು ವಾಹಿನಿಗಳನ್ನು ನಿರ್ವಹಿಸುತ್ತಿದೆ (902, 1150, 1079, 1239)
date-label: 16 ಸೆಪ್ಟೆಂಬರ್ 2025 (61, 86, 181, 104)
lead-sub-3: ಸಶಸ್ತ್ರಪಡೆಗಳ ಉನ್ನತ ವೇದಿಕೆ: (332, 709, 440, 722)
dd-s1-title: ಸಾಧಾರಣ ಆರಂಭ (645, 481, 887, 504)
nepal-story (992, 1345, 1246, 1662)
iconic-title: ಐಕಾನಿಕ್ ಪರಂಪರೆ (1090, 932, 1209, 957)
dd-section-2 (902, 481, 1133, 803)
dd-title-line2: ಕ್ರಾಂತಿ (803, 397, 932, 479)
lead-body-5: ರಕ್ಷಣಾ ಸಚಿವ ರಾಜನಾಥ್ ಸಿಂಗ್, ರಾಷ್ಟ್ರೀಯ ಭದ್ರತಾ ಸಲಹೆಗಾರ ಅಜಿತ್ ದೋವಲ್, ಸೇನಾ ಮುಖ್ಯಸ್ಥ ಅನಿಲ್ ಚೌಹಾಣ್, ರಕ್ಷಣಾ ಕಾರ್ಯದರ್ಶಿ ರಾಜೇಶ್ ಕುಮಾರ್ ಸಿಂಗ್ ಮತ್ತಿತರರು ಸಮಾವೇಶದಲ್ಲಿ ಭಾಗವಹಿಸಿದ್ದರು. ಉದಯ ಪರ್ವಗಳನ್ನು ಕುರಿತ ಹೊಸ ಚಿಂತನೆಗಳನ್ನು ನಡೆಸುವ ಮೂರು ದಿನಗಳ ಸಂಯುಕ್ತ ಕಮಾಂಡರ್‌ಗಳ ಸಮಾವೇಶವು ಸಶಸ್ತ್ರಪಡೆಗಳ ಉನ್ನತ ಮಟ್ಟದ ವೇದಿಕೆಯಾಗಿದೆ. (332, 709, 607, 802)
accent-bar-2 (1137, 1664, 1259, 1669)
nation-building-box (1090, 808, 1502, 1130)
city-label: ಮಂಗಳೂರು (154, 104, 194, 116)
rail-story (338, 1345, 653, 1652)
trump-headline: ಕೊಲೆ ಪ್ರಕರಣಕ್ಕೆ ಟ್ರಂಪ್ ಖಂಡನೆ (40, 1020, 500, 1073)
election-body-1: ಪೂರ್ಣಿಯಾ: ಬಿಹಾರವನ್ನು ಬೀಡಿ ಜತೆ ಹೋಲಿಸಿ ಅವಮಾನ ಮಾಡಿದ ಕಾಂಗ್ರೆಸ್ ಮತ್ತು ಆರ್‌ಜೆಡಿ ಸೇರಿದಂತೆ ಇಂಡಿ ಕೂಟದ ಪಕ್ಷಗಳಿಗೆ ಮುಂಬರುವ ವಿಧಾನಸಭಾ ಚುನಾವಣೆಯಲ್ಲಿ ಜನರು ತಕ್ಕ ಪಾಠ ಕಲಿಸಲಿದ್ದಾರೆ ಎಂದು ಪ್ರಧಾನಿ ನರೇಂದ್ರ ಮೋದಿ ಹೇಳಿದ್ದಾರೆ. ಪೂರ್ಣಿಯಾದಲ್ಲಿ ನೂತನ ವಿಮಾನ ನಿಲ್ದಾಣ ಉದ್ಘಾಟಿಸಿ, ಹಲವು ಅಭಿವೃದ್ಧಿ ಯೋಜನೆಗಳಿಗೆ ಶಂಕುಸ್ಥಾಪನೆ ನೆರವೇರಿಸಿದ ಬಳಿಕ ಸಾರ್ವಜನಿಕ ಸಭೆಯನ್ನುದ್ದೇಶಿಸಿ ಅವರು ಮಾತನಾಡಿದರು. (338, 1778, 584, 1887)
